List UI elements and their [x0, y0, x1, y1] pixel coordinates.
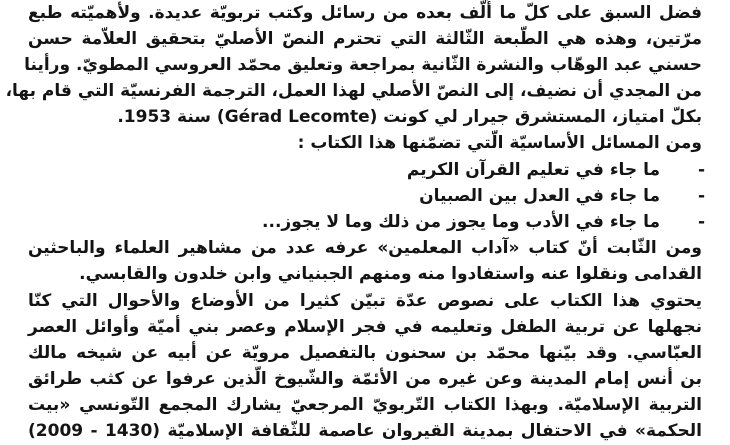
- list-item-text: ما جاء في العدل بين الصبيان: [419, 186, 660, 206]
- paragraph-line-12: التربية الإسلاميّة. وبهذا الكتاب التّربويّ المرجعيّ يشارك المجمع التّونسي «بيت: [28, 395, 702, 415]
- bullet-marker: -: [697, 212, 705, 232]
- paragraph-line-13: الحكمة» في الاحتفال بمدينة القيروان عاصمة للثّقافة الإسلاميّة (1430 - 2009): [28, 421, 702, 441]
- paragraph-line-9: نجهلها عن تربية الطفل وتعليمه في فجر الإسلام وعصر بني أميّة وأوائل العصر: [28, 317, 702, 337]
- paragraph-line-6: ومن الثّابت أنّ كتاب «آداب المعلمين» عرفه عدد من مشاهير العلماء والباحثين: [28, 238, 702, 258]
- list-item-text: ما جاء في تعليم القرآن الكريم: [406, 160, 660, 180]
- paragraph-line-7: القدامى ونقلوا عنه واستفادوا منه ومنهم الجبنياني وابن خلدون والقابسي.: [79, 264, 702, 284]
- paragraph-line-3: حسني عبد الوهّاب والنشرة الثّانية بمراجعة وتعليق محمّد العروسي المطويّ. ورأينا: [24, 55, 702, 75]
- bullet-marker: -: [697, 160, 705, 180]
- list-item: [0, 157, 730, 183]
- list-item-text: ما جاء في الأدب وما يجوز من ذلك وما لا يجوز...: [262, 212, 660, 232]
- paragraph-line-10: العبّاسي. وقد بيّنها محمّد بن سحنون بالتفصيل مرويّة عن أبيه عن شيخه مالك: [28, 343, 702, 363]
- list-item: [0, 209, 730, 235]
- paragraph-line-8: يحتوي هذا الكتاب على نصوص عدّة تبيّن كثيرا من الأوضاع والأحوال التي كنّا: [28, 291, 702, 311]
- bullet-marker: -: [697, 186, 705, 206]
- paragraph-line-1: فضل السبق على كلّ ما أُلّف بعده من رسائل وكتب تربويّة عديدة. ولأهميّته طبع: [28, 3, 702, 23]
- paragraph-line-4: من المجدي أن نضيف، إلى النصّ الأصلي لهذا العمل، الترجمة الفرنسيّة التي قام بها،: [5, 81, 702, 101]
- list-item: [0, 183, 730, 209]
- list-intro-line: ومن المسائل الأساسيّة الّتي تضمّنها هذا الكتاب :: [297, 133, 702, 153]
- paragraph-line-2: مرّتين، وهذه هي الطّبعة الثّالثة التي تحترم النصّ الأصليّ بتحقيق العلاّمة حسن: [28, 29, 702, 49]
- paragraph-line-5: بكلّ امتياز، المستشرق جيرار لي كونت (Gérad Lecomte) سنة 1953.: [117, 107, 702, 127]
- paragraph-line-11: بن أنس إمام المدينة وعن غيره من الأئمّة والشّيوخ الّذين عرفوا عن كثب طرائق: [28, 369, 702, 389]
